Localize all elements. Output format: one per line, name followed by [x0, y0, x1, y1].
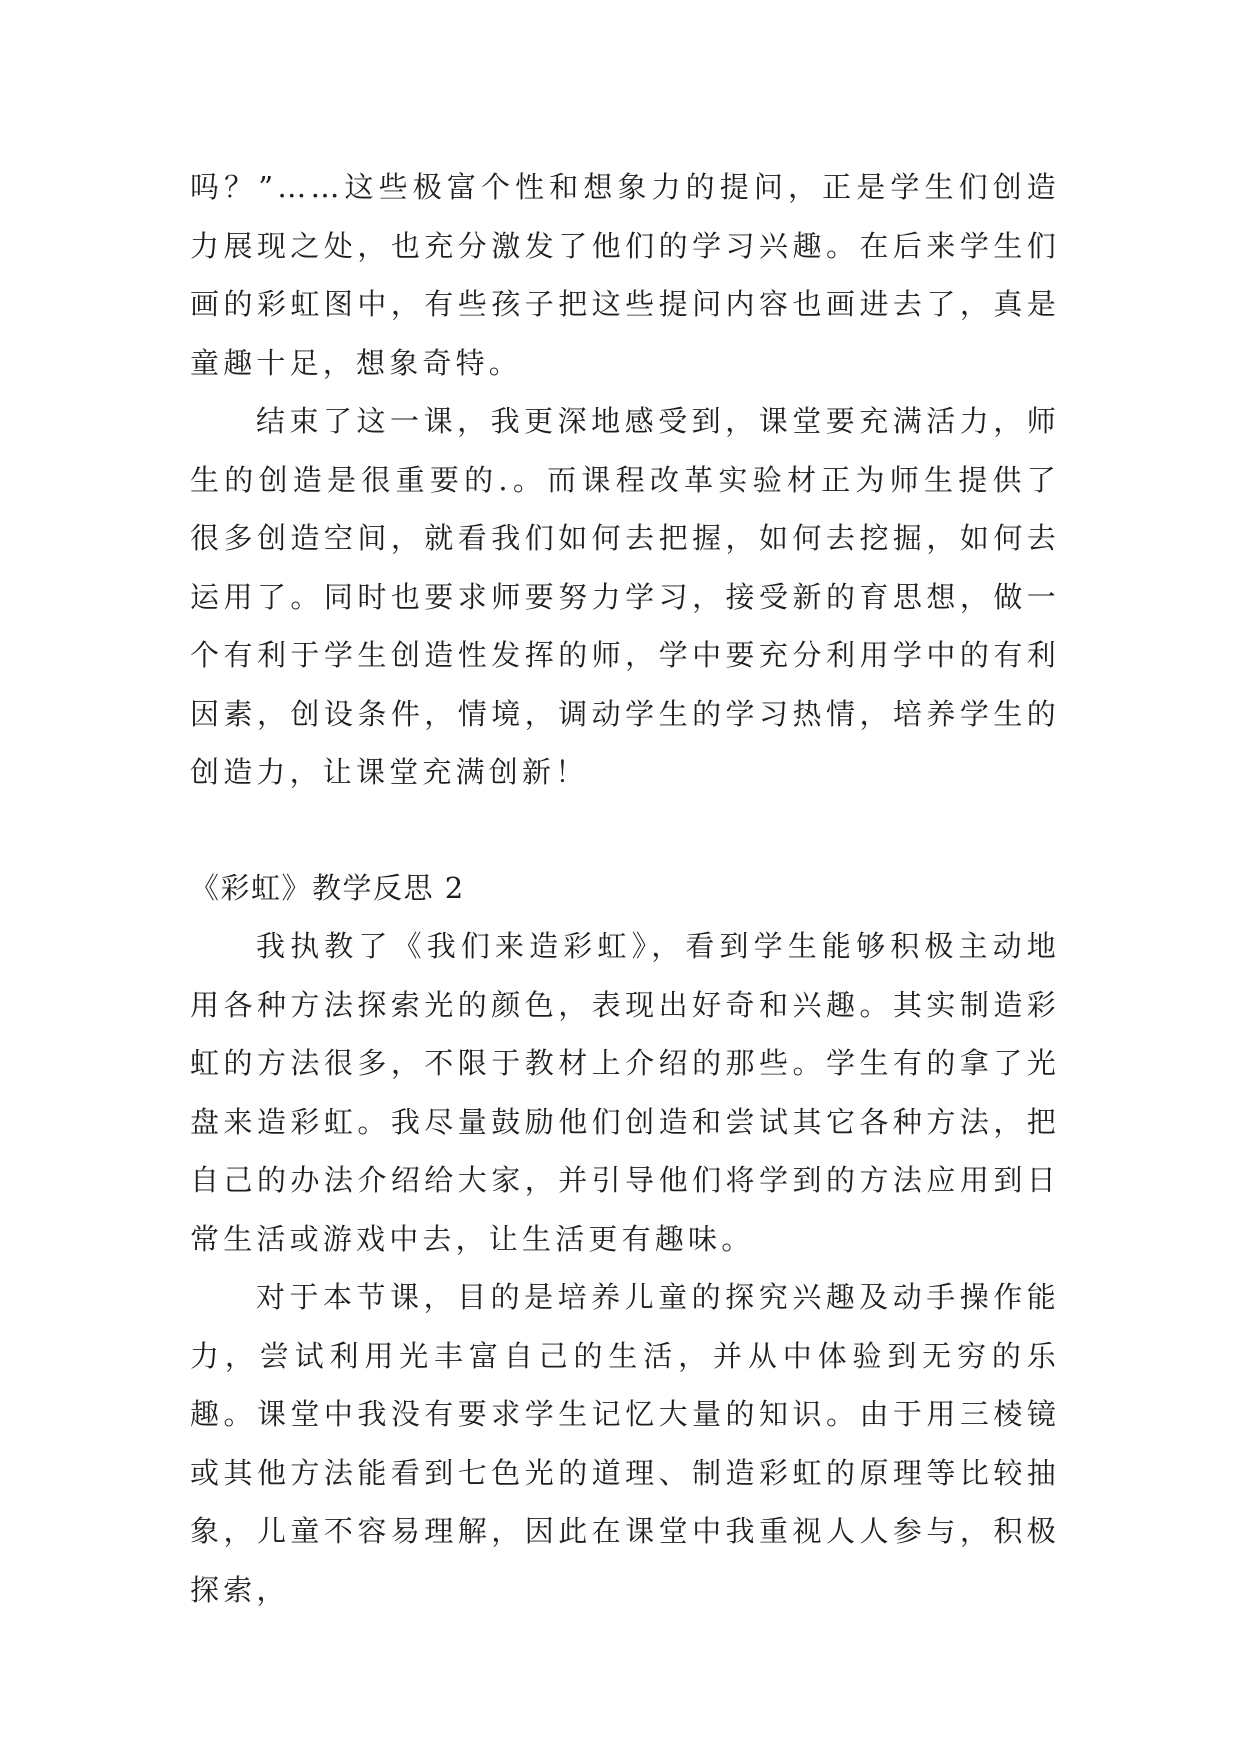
paragraph-2: 结束了这一课，我更深地感受到，课堂要充满活力，师生的创造是很重要的.。而课程改革实验材正为师生提供了很多创造空间，就看我们如何去把握，如何去挖掘，如何去运用了。同时也要求师要努力学习，接受新的育思想，做一个有利于学生创造性发挥的师，学中要充分利用学中的有利因素，创设条件，情境，调动学生的学习热情，培养学生的创造力，让课堂充满创新！ [190, 404, 1060, 789]
paragraph-3: 我执教了《我们来造彩虹》，看到学生能够积极主动地用各种方法探索光的颜色，表现出好奇和兴趣。其实制造彩虹的方法很多，不限于教材上介绍的那些。学生有的拿了光盘来造彩虹。我尽量鼓励他们创造和尝试其它各种方法，把自己的办法介绍给大家，并引导他们将学到的方法应用到日常生活或游戏中去，让生活更有趣味。 [190, 929, 1060, 1256]
paragraph-1: 吗？”……这些极富个性和想象力的提问，正是学生们创造力展现之处，也充分激发了他们的学习兴趣。在后来学生们画的彩虹图中，有些孩子把这些提问内容也画进去了，真是童趣十足，想象奇特。 [190, 170, 1060, 380]
section-title: 《彩虹》教学反思 2 [190, 870, 465, 905]
document-body [190, 158, 1060, 1619]
paragraph-4: 对于本节课，目的是培养儿童的探究兴趣及动手操作能力，尝试利用光丰富自己的生活，并从中体验到无穷的乐趣。课堂中我没有要求学生记忆大量的知识。由于用三棱镜或其他方法能看到七色光的道理、制造彩虹的原理等比较抽象，儿童不容易理解，因此在课堂中我重视人人参与，积极探索， [190, 1280, 1060, 1607]
